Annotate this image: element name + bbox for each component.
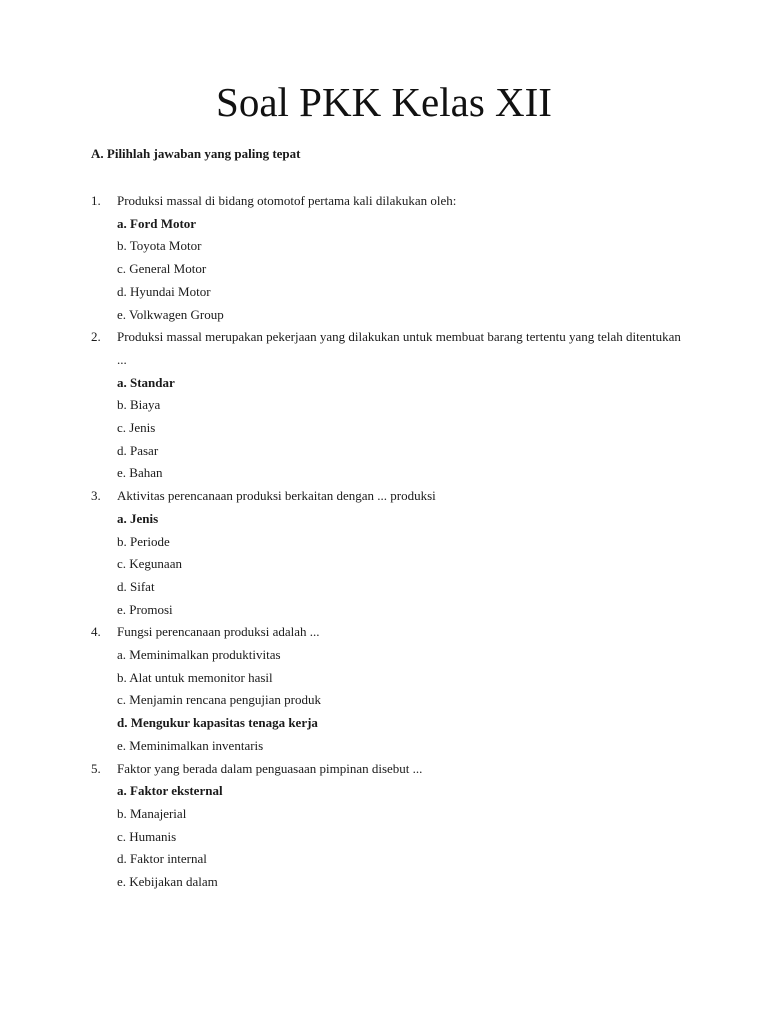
question-text: Produksi massal di bidang otomotof pertama kali dilakukan oleh: xyxy=(117,193,457,208)
question-4 xyxy=(91,621,691,757)
answer-option: e. Kebijakan dalam xyxy=(117,874,218,890)
answer-option: b. Periode xyxy=(117,533,170,549)
question-number: 2. xyxy=(91,329,101,345)
section-heading: A. Pilihlah jawaban yang paling tepat xyxy=(91,146,301,161)
answer-options xyxy=(117,644,691,758)
answer-option: b. Toyota Motor xyxy=(117,238,202,254)
question-number: 1. xyxy=(91,193,101,208)
answer-options xyxy=(117,508,691,622)
answer-option: c. Jenis xyxy=(117,420,156,436)
answer-option: b. Biaya xyxy=(117,397,161,413)
answer-option: d. Faktor internal xyxy=(117,851,207,867)
question-1 xyxy=(91,190,691,326)
answer-option: d. Hyundai Motor xyxy=(117,283,211,299)
answer-option: d. Pasar xyxy=(117,442,159,458)
answer-option: b. Alat untuk memonitor hasil xyxy=(117,669,273,685)
answer-option: e. Volkwagen Group xyxy=(117,306,224,322)
answer-option: b. Manajerial xyxy=(117,805,187,821)
answer-options xyxy=(117,213,691,327)
question-text: Fungsi perencanaan produksi adalah ... xyxy=(117,624,320,640)
answer-option: d. Sifat xyxy=(117,578,155,594)
answer-option: c. Menjamin rencana pengujian produk xyxy=(117,692,321,708)
answer-option: e. Bahan xyxy=(117,465,163,481)
question-text: Produksi massal merupakan pekerjaan yang dilakukan untuk membuat barang tertentu yang telah ditentukan ... xyxy=(117,329,681,367)
question-text: Faktor yang berada dalam penguasaan pimpinan disebut ... xyxy=(117,760,423,776)
answer-option-correct: a. Jenis xyxy=(117,510,159,526)
answer-option-correct: d. Mengukur kapasitas tenaga kerja xyxy=(117,715,318,731)
answer-options xyxy=(117,372,691,486)
answer-option: e. Promosi xyxy=(117,601,173,617)
answer-option-correct: a. Standar xyxy=(117,374,175,390)
question-number: 4. xyxy=(91,624,101,640)
answer-option: c. General Motor xyxy=(117,261,207,277)
answer-option-correct: a. Faktor eksternal xyxy=(117,783,223,799)
question-list xyxy=(91,190,691,894)
question-text: Aktivitas perencanaan produksi berkaitan dengan ... produksi xyxy=(117,488,436,504)
question-5 xyxy=(91,758,691,894)
answer-options xyxy=(117,780,691,894)
page-title: Soal PKK Kelas XII xyxy=(216,79,552,125)
answer-option: e. Meminimalkan inventaris xyxy=(117,737,264,753)
answer-option: c. Humanis xyxy=(117,828,177,844)
question-3 xyxy=(91,485,691,621)
question-2 xyxy=(91,326,691,485)
question-number: 3. xyxy=(91,488,101,504)
answer-option: a. Meminimalkan produktivitas xyxy=(117,647,281,663)
question-number: 5. xyxy=(91,760,101,776)
answer-option: c. Kegunaan xyxy=(117,556,182,572)
answer-option-correct: a. Ford Motor xyxy=(117,215,197,231)
